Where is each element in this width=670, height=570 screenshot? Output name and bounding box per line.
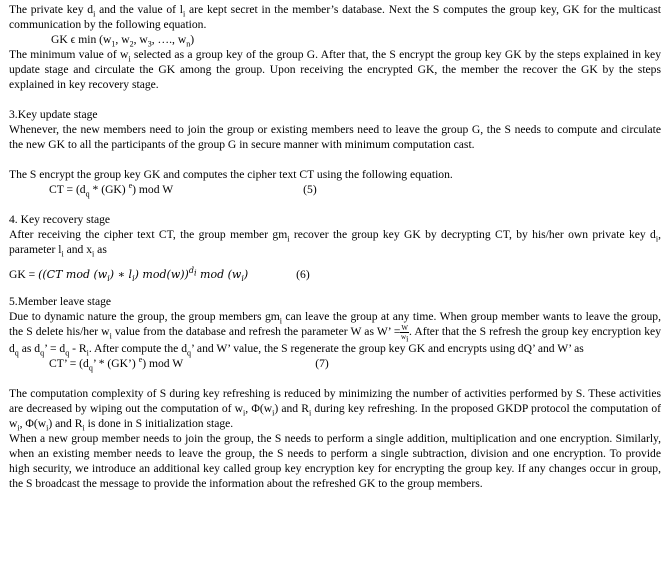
heading-key-recovery: 4. Key recovery stage [9, 213, 111, 226]
paragraph-private-key: The private key $d_i$ and the value of $l_i$ are kept secret in the member’s database. Next the S computes the group key, GK for the multicast communication by the following equation. [9, 3, 661, 31]
paragraph-new-member: When a new group member needs to join the group, the S needs to perform a single addition, multiplication and one encryption. Similarly, when an existing member needs to leave the group, the S needs to perform a single subtraction, division and one encryption. To provide high security, we introduce an additional key called group key encryption key for encrypting the group key. If any changes occur in group, the S broadcast the message to provide the information about the refreshed GK to the group members. [9, 432, 661, 490]
heading-key-update: 3.Key update stage [9, 108, 98, 121]
equation-5: CT = ($d_q * (GK)$ $^e$) mod W (5) [49, 181, 317, 199]
equation-7: CT’ = ($d_q$’ * (GK’) $^e$) mod W (7) [49, 355, 329, 373]
equation-group-key: GK ϵ $\min (w_1$, $w_2$, $w_3$, …., $w_n$) [51, 33, 195, 49]
paragraph-computation-complexity: The computation complexity of S during key refreshing is reduced by minimizing the number of activities performed by S. These activities are decreased by wiping out the computation of $w_i$, $\Phi(w_i)$ and $R_i$ during key refreshing. In the proposed GKDP protocol the computation of $w_i$, $\Phi(w_i)$ and $R_i$ is done in S initialization stage. [9, 387, 661, 433]
equation-6: GK = ((CT mod $(w_i)$ ∗ $l_i$) mod(w))$^{d_i}$ mod $(w_i)$ (6) [9, 266, 310, 284]
paragraph-minimum-value: The minimum value of $w_i$ selected as a group key of the group G. After that, the S encrypt the group key GK by the steps explained in key update stage and circulate the GK among the group. Upon receiving the encrypted GK, the member the recover the GK by the steps explained in key recovery stage. [9, 48, 661, 91]
paragraph-key-recovery: After receiving the cipher text CT, the group member $gm_i$ recover the group key GK by decrypting CT, by his/her own private key $d_i$, parameter $l_i$ and $x_i$ as [9, 228, 661, 259]
heading-member-leave: 5.Member leave stage [9, 295, 112, 308]
fraction-w-over-wi: $\frac{W}{w_i}$ [401, 324, 409, 344]
paragraph-key-update: Whenever, the new members need to join the group or existing members need to leave the group G, the S needs to compute and circulate the new GK to all the participants of the group G in secure manner with minimum computation cast. [9, 123, 661, 151]
paragraph-encrypt: The S encrypt the group key GK and computes the cipher text CT using the following equation. [9, 168, 453, 181]
paragraph-member-leave: Due to dynamic nature the group, the group members $gm_i$ can leave the group at any time. When group member wants to leave the group, the S delete his/her $w_i$ value from the database and refresh the parameter W as W’ = $\frac{W}{w_i}$ . After that the S refresh the group key encryption key $d_q$ as $d_q$’ = $d_q - R_i$. After compute the $d_q$’ and W’ value, the S regenerate the group key GK and encrypts using dQ’ and W’ as [9, 310, 662, 358]
